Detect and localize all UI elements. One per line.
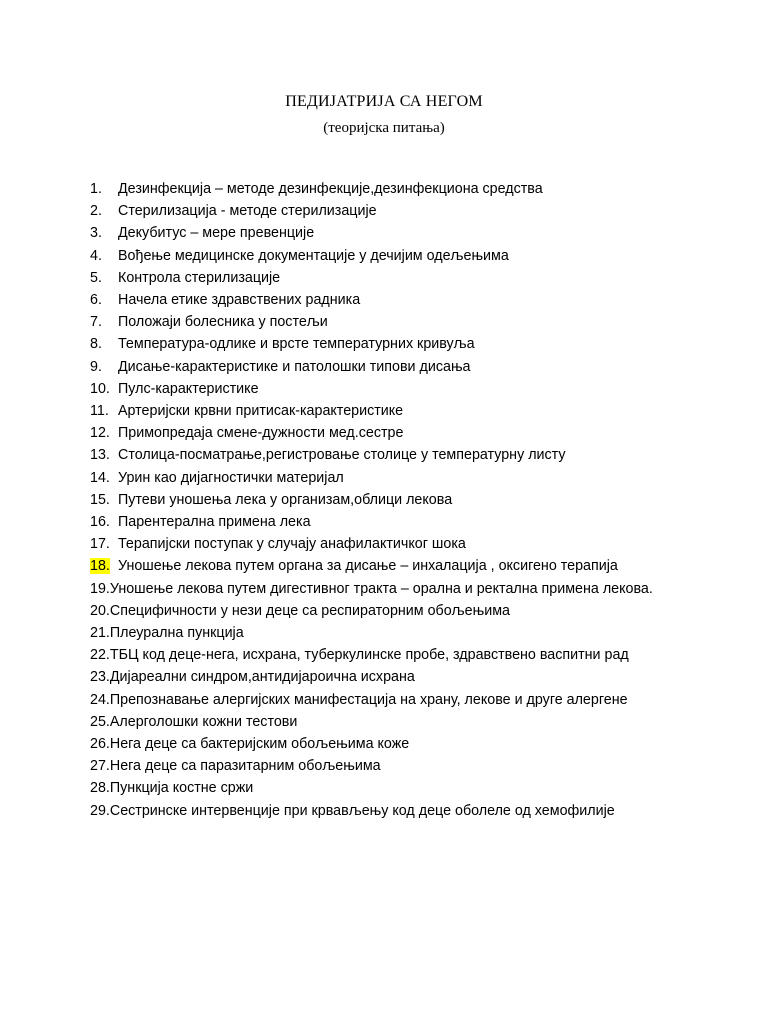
item-number-highlighted [90, 555, 118, 577]
item-number: 24. [90, 691, 110, 708]
list-item [90, 622, 678, 644]
list-item [90, 356, 678, 378]
item-number: 27. [90, 758, 110, 775]
item-number: 2. [90, 203, 102, 220]
list-item [90, 400, 678, 422]
item-number: 13. [90, 447, 110, 464]
list-item [90, 533, 678, 555]
item-number: 20. [90, 602, 110, 619]
item-text: Урин као дијагностички материјал [118, 469, 344, 486]
item-number: 8. [90, 336, 102, 353]
list-item [90, 489, 678, 511]
item-text: Пункција костне сржи [109, 780, 254, 797]
item-text: Дезинфекција – методе дезинфекције,дезинфекциона средства [118, 181, 543, 197]
item-text: ТБЦ код деце-нега, исхрана, туберкулинске пробе, здравствено васпитни рад [109, 647, 629, 664]
list-item [90, 644, 678, 666]
item-text: Примопредаја смене-дужности мед.сестре [118, 425, 404, 442]
item-number: 25. [90, 713, 110, 730]
list-item [90, 467, 678, 489]
item-text: Сестринске интервенције при крвављењу код деце оболеле од хемофилије [109, 802, 615, 819]
item-text: Стерилизација - методе стерилизације [118, 203, 377, 220]
item-number: 5. [90, 269, 102, 286]
list-item [90, 689, 678, 711]
list-item [90, 222, 678, 244]
list-item [90, 800, 678, 822]
list-item [90, 422, 678, 444]
item-number: 26. [90, 736, 110, 753]
item-number: 23. [90, 669, 110, 686]
list-item [90, 311, 678, 333]
item-number: 29. [90, 802, 110, 819]
item-text: Контрола стерилизације [118, 269, 281, 286]
item-text: Препознавање алергијских манифестација на храну, лекове и друге алергене [109, 691, 628, 708]
item-number: 10. [90, 380, 110, 397]
item-text: Плеурална пункција [109, 625, 244, 642]
list-item [90, 378, 678, 400]
item-number: 21. [90, 625, 110, 642]
item-text: Положаји болесника у постељи [118, 314, 328, 331]
item-text: Парентерална примена лека [118, 514, 311, 531]
list-item [90, 511, 678, 533]
list-item [90, 444, 678, 466]
item-number: 16. [90, 514, 110, 531]
item-text: Пулс-карактеристике [118, 380, 259, 397]
item-text: Специфичности у нези деце са респираторним обољењима [109, 602, 510, 619]
item-number: 28. [90, 780, 110, 797]
list-item [90, 578, 678, 600]
list-item [90, 711, 678, 733]
item-number: 6. [90, 292, 102, 309]
list-item [90, 666, 678, 688]
list-item [90, 733, 678, 755]
item-text: Терапијски поступак у случају анафилактичког шока [118, 536, 466, 553]
item-text: Нега деце са паразитарним обољењима [109, 758, 381, 775]
item-number: 12. [90, 425, 110, 442]
item-number: 14. [90, 469, 110, 486]
list-item [90, 289, 678, 311]
list-item-highlighted [90, 555, 678, 577]
item-number: 7. [90, 314, 102, 331]
item-text: Начела етике здравствених радника [118, 292, 361, 309]
list-item [90, 755, 678, 777]
item-number: 4. [90, 247, 102, 264]
item-text: Дијареални синдром,антидијароична исхрана [109, 669, 415, 686]
page-title: ПЕДИЈАТРИЈА СА НЕГОМ [285, 93, 483, 110]
item-text: Уношење лекова путем дигестивног тракта – орална и ректална примена лекова. [109, 580, 653, 597]
item-number: 15. [90, 491, 110, 508]
item-text: Уношење лекова путем органа за дисање – инхалација , оксигено терапија [118, 558, 618, 575]
item-number: 17. [90, 536, 110, 553]
item-number: 11. [90, 403, 109, 420]
list-item [90, 178, 678, 200]
list-item [90, 333, 678, 355]
item-number: 1. [90, 181, 102, 197]
question-list [90, 178, 678, 822]
list-item [90, 200, 678, 222]
item-text: Дисање-карактеристике и патолошки типови дисања [118, 358, 471, 375]
item-text: Декубитус – мере превенције [118, 225, 315, 242]
item-text: Столица-посматрање,регистровање столице у температурну листу [118, 447, 566, 464]
item-number: 9. [90, 358, 102, 375]
item-text: Артеријски крвни притисак-карактеристике [118, 403, 404, 420]
item-text: Алерголошки кожни тестови [109, 713, 298, 730]
item-text: Температура-одлике и врсте температурних кривуља [118, 336, 475, 353]
item-number: 22. [90, 647, 110, 664]
page-subtitle: (теоријска питања) [323, 120, 445, 136]
item-number: 19. [90, 580, 110, 597]
item-text: Вођење медицинске документације у дечијим одељењима [118, 247, 509, 264]
list-item [90, 777, 678, 799]
item-text: Путеви уношења лека у организам,облици лекова [118, 491, 453, 508]
list-item [90, 267, 678, 289]
list-item [90, 600, 678, 622]
highlight-mark: 18. [90, 558, 110, 575]
list-item [90, 245, 678, 267]
item-number: 3. [90, 225, 102, 242]
item-text: Нега деце са бактеријским обољењима коже [109, 736, 410, 753]
